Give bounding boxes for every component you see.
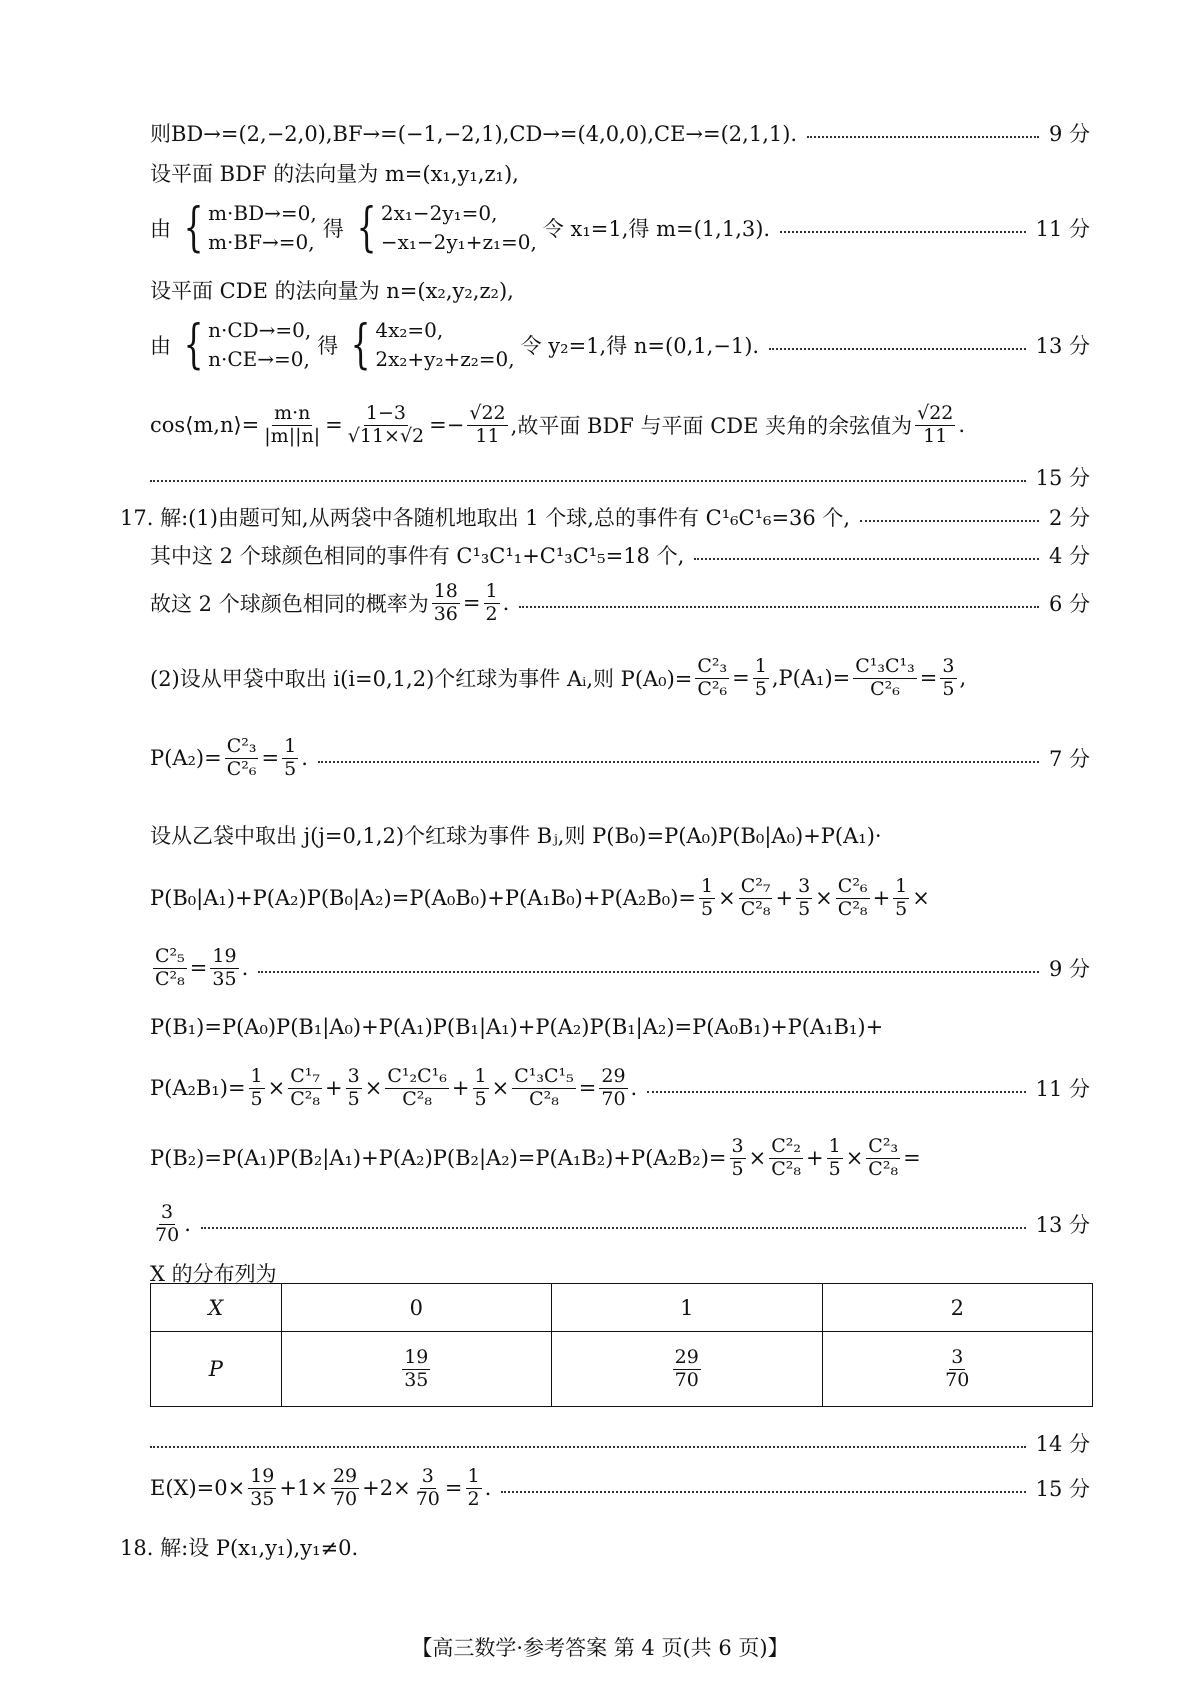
text-de: 得 xyxy=(317,334,339,358)
fraction-denominator: 11 xyxy=(923,424,948,447)
equation-row: −x₁−2y₁+z₁=0, xyxy=(380,230,537,254)
fraction xyxy=(346,1066,362,1111)
formula-text: = xyxy=(919,666,938,690)
formula-text: + xyxy=(775,886,794,910)
score-label: 4 分 xyxy=(1048,544,1090,568)
line-b2-b xyxy=(150,1196,1090,1252)
fraction-denominator: C²₆ xyxy=(697,677,728,700)
line-score-15a xyxy=(150,462,1090,492)
score-label: 13 分 xyxy=(1035,334,1090,358)
fraction-denominator: 5 xyxy=(828,1157,841,1180)
leader-dots xyxy=(201,1227,1026,1229)
line-score-14 xyxy=(150,1428,1090,1458)
fraction-denominator: C²₈ xyxy=(402,1087,432,1110)
fraction-numerator: 3 xyxy=(161,1200,174,1223)
line-normal-n xyxy=(150,275,1090,305)
score-label: 11 分 xyxy=(1035,217,1090,241)
fraction xyxy=(466,1466,482,1511)
brace-icon: { xyxy=(350,315,371,375)
fraction xyxy=(262,403,322,448)
fraction xyxy=(730,1136,746,1181)
fraction xyxy=(402,1347,430,1392)
fraction-denominator: |m||n| xyxy=(264,424,321,447)
fraction-denominator: C²₈ xyxy=(868,1157,899,1180)
leader-dots xyxy=(769,348,1025,350)
equation-row: m·BF→=0, xyxy=(208,230,315,254)
fraction xyxy=(769,1136,803,1181)
fraction-denominator: 70 xyxy=(332,1487,358,1510)
line-part2-a xyxy=(150,650,1090,706)
fraction xyxy=(796,876,812,921)
fraction xyxy=(695,656,729,701)
fraction xyxy=(385,1066,449,1111)
fraction-numerator: C²₆ xyxy=(837,874,868,897)
formula-text: × xyxy=(364,1076,383,1100)
fraction-denominator: 70 xyxy=(155,1223,180,1246)
leader-dots xyxy=(258,971,1039,973)
fraction-numerator: C²₃ xyxy=(697,654,728,677)
distribution-table xyxy=(150,1283,1093,1407)
line-cosine xyxy=(150,400,1090,450)
formula-text: , xyxy=(959,666,967,690)
line-system-n xyxy=(150,315,1090,375)
score-label: 13 分 xyxy=(1035,1213,1090,1237)
formula-text: × xyxy=(491,1076,510,1100)
table-header-row xyxy=(151,1284,1093,1332)
fraction-numerator: 19 xyxy=(250,1464,275,1487)
fraction-denominator: 70 xyxy=(674,1368,699,1391)
table-cell: X xyxy=(151,1284,282,1332)
line-normal-m xyxy=(150,158,1090,188)
fraction-denominator: 35 xyxy=(250,1487,275,1510)
fraction-denominator: 70 xyxy=(415,1487,440,1510)
fraction-numerator: 19 xyxy=(212,944,237,967)
brace-icon: { xyxy=(183,315,204,375)
brace-icon: { xyxy=(356,198,377,258)
fraction xyxy=(599,1066,627,1111)
fraction-numerator: 29 xyxy=(674,1345,699,1368)
fraction xyxy=(940,656,956,701)
fraction-numerator: 1 xyxy=(754,654,767,677)
fraction-numerator: √22 xyxy=(469,401,506,424)
fraction-numerator: 19 xyxy=(404,1345,429,1368)
fraction xyxy=(432,581,460,626)
formula-text: . xyxy=(301,746,308,770)
leader-dots xyxy=(501,1491,1025,1493)
formula-text: = xyxy=(325,413,343,437)
fraction-denominator: 36 xyxy=(433,602,458,625)
fraction xyxy=(153,1202,181,1247)
fraction-numerator: C²₂ xyxy=(771,1134,801,1157)
formula-text: + xyxy=(451,1076,470,1100)
fraction-denominator: 35 xyxy=(404,1368,429,1391)
line-pa2 xyxy=(150,730,1090,786)
fraction xyxy=(225,736,259,781)
fraction-numerator: 1 xyxy=(700,874,714,897)
fraction-numerator: C¹₂C¹₆ xyxy=(387,1064,447,1087)
fraction-numerator: 29 xyxy=(601,1064,626,1087)
fraction-numerator: 1 xyxy=(474,1064,487,1087)
fraction-numerator: 29 xyxy=(332,1464,358,1487)
fraction-numerator: 3 xyxy=(421,1464,434,1487)
fraction-denominator: C²₆ xyxy=(870,677,900,700)
fraction xyxy=(753,656,769,701)
fraction-numerator: C²₃ xyxy=(226,734,257,757)
formula-text: = xyxy=(903,1146,921,1170)
fraction xyxy=(853,656,917,701)
formula-text: P(B₀|A₁)+P(A₂)P(B₀|A₂)=P(A₀B₀)+P(A₁B₀)+P(A₂B₀)= xyxy=(150,886,696,910)
fraction-denominator: √11×√2 xyxy=(347,424,425,447)
line-vectors xyxy=(150,118,1090,148)
fraction-denominator: 5 xyxy=(474,1087,487,1110)
fraction xyxy=(827,1136,843,1181)
score-label: 6 分 xyxy=(1048,592,1090,616)
vector-equations: 则BD→=(2,−2,0),BF→=(−1,−2,1),CD→=(4,0,0),CE→=(2,1,1). xyxy=(150,122,798,146)
fraction xyxy=(893,876,909,921)
formula-text: = xyxy=(462,591,481,615)
fraction xyxy=(512,1066,576,1111)
fraction-numerator: 3 xyxy=(347,1064,360,1087)
score-label: 11 分 xyxy=(1035,1077,1090,1101)
brace-icon: { xyxy=(183,198,204,258)
fraction-denominator: 5 xyxy=(731,1157,744,1180)
line-b2-a xyxy=(150,1130,1090,1186)
formula-text: . xyxy=(958,413,966,437)
score-label: 2 分 xyxy=(1048,506,1090,530)
fraction xyxy=(673,1347,701,1392)
formula-text: × xyxy=(748,1146,767,1170)
formula-text: (2)设从甲袋中取出 i(i=0,1,2)个红球为事件 Aᵢ,则 P(A₀)= xyxy=(150,667,693,691)
fraction-numerator: C²₇ xyxy=(740,874,771,897)
fraction-denominator: 70 xyxy=(945,1368,970,1391)
fraction xyxy=(210,946,238,991)
leader-dots xyxy=(807,136,1039,138)
fraction xyxy=(866,1136,900,1181)
formula-text: + xyxy=(872,886,891,910)
formula-text: + xyxy=(325,1076,343,1100)
distribution-heading: X 的分布列为 xyxy=(150,1262,277,1286)
table-cell: 2 xyxy=(822,1284,1093,1332)
formula-text: ,P(A₁)= xyxy=(771,666,851,690)
formula-text: P(A₂)= xyxy=(150,746,222,770)
fraction-denominator: 5 xyxy=(942,677,955,700)
line-system-m xyxy=(150,198,1090,258)
fraction xyxy=(739,876,773,921)
formula-text: +2× xyxy=(362,1476,411,1500)
table-cell: 0 xyxy=(281,1284,551,1332)
formula-text: . xyxy=(484,1476,492,1500)
fraction-denominator: C²₈ xyxy=(290,1087,321,1110)
formula-text: × xyxy=(912,886,930,910)
line-b0-a xyxy=(150,820,1090,850)
formula-text: . xyxy=(241,956,249,980)
table-cell xyxy=(552,1332,822,1407)
fraction xyxy=(153,946,187,991)
leader-dots xyxy=(694,558,1039,560)
formula-text: cos⟨m,n⟩= xyxy=(150,413,260,437)
fraction-numerator: C²₅ xyxy=(155,944,185,967)
leader-dots xyxy=(860,520,1039,522)
score-label: 9 分 xyxy=(1048,122,1090,146)
formula-text: = xyxy=(732,666,750,690)
leader-dots xyxy=(519,606,1039,608)
fraction xyxy=(467,403,507,448)
text-de: 得 xyxy=(322,217,344,241)
formula-text: P(B₁)=P(A₀)P(B₁|A₀)+P(A₁)P(B₁|A₁)+P(A₂)P(B₁|A₂)=P(A₀B₁)+P(A₁B₁)+ xyxy=(150,1015,884,1039)
formula-text: . xyxy=(502,591,510,615)
normal-vector-m-text: 设平面 BDF 的法向量为 m=(x₁,y₁,z₁), xyxy=(150,162,519,186)
fraction-numerator: √22 xyxy=(917,401,954,424)
fraction-denominator: 5 xyxy=(798,897,811,920)
fraction-numerator: C¹₃C¹₃ xyxy=(855,654,915,677)
fraction-numerator: C¹₃C¹₅ xyxy=(514,1064,574,1087)
fraction-numerator: 1 xyxy=(895,874,908,897)
fraction xyxy=(915,403,955,448)
fraction-numerator: 1 xyxy=(467,1464,480,1487)
text-you: 由 xyxy=(150,334,171,358)
line-b1-b xyxy=(150,1060,1090,1116)
score-label: 14 分 xyxy=(1035,1432,1090,1456)
leader-dots xyxy=(318,761,1039,763)
fraction xyxy=(288,1066,322,1111)
fraction-numerator: C¹₇ xyxy=(290,1064,321,1087)
equation-system xyxy=(177,199,317,257)
formula-text: E(X)=0× xyxy=(150,1476,246,1500)
fraction-denominator: 2 xyxy=(485,602,498,625)
formula-text: ,故平面 BDF 与平面 CDE 夹角的余弦值为 xyxy=(510,414,913,438)
formula-text: P(A₂B₁)= xyxy=(150,1076,246,1100)
fraction xyxy=(248,1466,276,1511)
formula-text: = xyxy=(261,746,280,770)
score-label: 7 分 xyxy=(1048,747,1090,771)
formula-text: = xyxy=(189,956,208,980)
line-same-color xyxy=(150,540,1090,570)
equation-row: m·BD→=0, xyxy=(208,201,317,225)
fraction xyxy=(484,581,500,626)
fraction-denominator: C²₈ xyxy=(740,897,771,920)
formula-text: + xyxy=(805,1146,824,1170)
fraction-numerator: 1−3 xyxy=(365,401,406,424)
fraction-denominator: 35 xyxy=(212,967,237,990)
fraction-denominator: 2 xyxy=(467,1487,480,1510)
fraction-denominator: C²₈ xyxy=(771,1157,801,1180)
formula-text: × xyxy=(267,1076,286,1100)
fraction-numerator: 18 xyxy=(433,579,458,602)
formula-text: . xyxy=(630,1076,638,1100)
fraction-numerator: 3 xyxy=(731,1134,744,1157)
question-17-solution: 17. 解:(1)由题可知,从两袋中各随机地取出 1 个球,总的事件有 C¹₆C¹₆=36 个, xyxy=(120,506,851,530)
page-footer: 【高三数学·参考答案 第 4 页(共 6 页)】 xyxy=(411,1636,789,1660)
table-cell xyxy=(822,1332,1093,1407)
line-b0-c xyxy=(150,940,1090,996)
fraction-numerator: 1 xyxy=(485,579,498,602)
fraction-numerator: m·n xyxy=(274,401,311,424)
formula-text: = xyxy=(578,1076,597,1100)
table-cell: 1 xyxy=(552,1284,822,1332)
fraction-denominator: 5 xyxy=(754,677,767,700)
fraction-numerator: 3 xyxy=(942,654,955,677)
fraction xyxy=(346,403,426,448)
fraction-denominator: C²₈ xyxy=(155,967,185,990)
line-b1-a xyxy=(150,1015,1090,1039)
fraction-denominator: 5 xyxy=(250,1087,263,1110)
formula-text: P(B₂)=P(A₁)P(B₂|A₁)+P(A₂)P(B₂|A₂)=P(A₁B₂)+P(A₂B₂)= xyxy=(150,1146,727,1170)
equation-row: n·CD→=0, xyxy=(208,318,312,342)
text-you: 由 xyxy=(150,217,171,241)
equation-system xyxy=(344,316,514,374)
fraction-denominator: 5 xyxy=(284,757,297,780)
fraction xyxy=(414,1466,442,1511)
fraction xyxy=(943,1347,971,1392)
line-probability xyxy=(150,578,1090,628)
fraction-denominator: 11 xyxy=(475,424,500,447)
formula-text: × xyxy=(845,1146,864,1170)
score-label: 15 分 xyxy=(1035,1477,1090,1501)
fraction-numerator: 3 xyxy=(951,1345,964,1368)
fraction xyxy=(473,1066,489,1111)
formula-text: =− xyxy=(429,413,465,437)
normal-vector-n-text: 设平面 CDE 的法向量为 n=(x₂,y₂,z₂), xyxy=(150,279,514,303)
result-n: 令 y₂=1,得 n=(0,1,−1). xyxy=(520,334,760,358)
event-b-definition: 设从乙袋中取出 j(j=0,1,2)个红球为事件 Bⱼ,则 P(B₀)=P(A₀)P(B₀|A₀)+P(A₁)· xyxy=(150,824,882,848)
fraction-denominator: 5 xyxy=(347,1087,360,1110)
fraction-denominator: 5 xyxy=(895,897,908,920)
leader-dots xyxy=(150,1446,1026,1448)
fraction xyxy=(836,876,870,921)
equation-row: 4x₂=0, xyxy=(375,318,444,342)
fraction-denominator: 5 xyxy=(700,897,714,920)
result-m: 令 x₁=1,得 m=(1,1,3). xyxy=(542,217,771,241)
formula-text: × xyxy=(815,886,833,910)
fraction-numerator: 1 xyxy=(250,1064,263,1087)
leader-dots xyxy=(647,1091,1025,1093)
fraction xyxy=(331,1466,359,1511)
leader-dots xyxy=(150,480,1026,482)
fraction-denominator: C²₆ xyxy=(226,757,257,780)
equation-system xyxy=(350,199,537,257)
fraction xyxy=(282,736,298,781)
equation-row: 2x₁−2y₁=0, xyxy=(380,201,498,225)
equation-row: 2x₂+y₂+z₂=0, xyxy=(375,347,515,371)
formula-text: × xyxy=(718,886,736,910)
score-label: 9 分 xyxy=(1048,957,1090,981)
formula-text: = xyxy=(444,1476,463,1500)
fraction-denominator: C²₈ xyxy=(529,1087,559,1110)
same-color-events: 其中这 2 个球颜色相同的事件有 C¹₃C¹₁+C¹₃C¹₅=18 个, xyxy=(150,544,685,568)
fraction-numerator: 3 xyxy=(798,874,811,897)
fraction-numerator: 1 xyxy=(828,1134,841,1157)
formula-text: . xyxy=(184,1212,191,1236)
table-cell: P xyxy=(151,1332,282,1407)
line-b0-b xyxy=(150,870,1090,926)
leader-dots xyxy=(780,231,1025,233)
fraction-numerator: 1 xyxy=(284,734,297,757)
score-label: 15 分 xyxy=(1035,466,1090,490)
formula-text: 故这 2 个球颜色相同的概率为 xyxy=(150,592,429,616)
fraction-denominator: 70 xyxy=(601,1087,626,1110)
fraction-numerator: C²₃ xyxy=(868,1134,899,1157)
question-18-solution: 18. 解:设 P(x₁,y₁),y₁≠0. xyxy=(120,1536,359,1560)
line-q17-start xyxy=(120,502,1090,532)
formula-text: +1× xyxy=(279,1476,328,1500)
table-row xyxy=(151,1332,1093,1407)
line-expectation xyxy=(150,1460,1090,1516)
fraction xyxy=(699,876,715,921)
fraction xyxy=(249,1066,265,1111)
line-q18-start xyxy=(120,1532,1090,1562)
equation-row: n·CE→=0, xyxy=(208,347,310,371)
fraction-denominator: C²₈ xyxy=(837,897,868,920)
equation-system xyxy=(177,316,311,374)
table-cell xyxy=(281,1332,551,1407)
